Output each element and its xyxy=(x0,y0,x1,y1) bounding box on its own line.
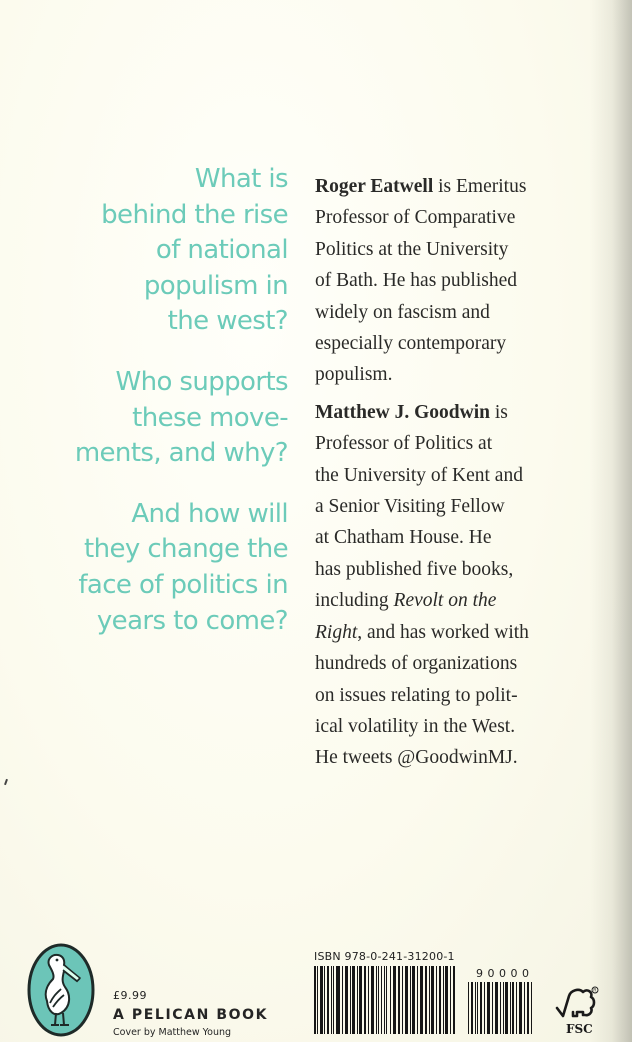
question-line: years to come? xyxy=(96,605,288,636)
question-line: they change the xyxy=(84,534,288,565)
question-line: behind the rise xyxy=(101,199,288,230)
book-title: Revolt on the xyxy=(393,590,497,612)
bio-line: ical volatility in the West. xyxy=(315,715,516,737)
barcode-icon xyxy=(314,966,456,1034)
blurb-questions xyxy=(0,162,288,664)
question-3 xyxy=(0,497,288,639)
bio-text: is Emeritus xyxy=(433,176,527,197)
question-line: ments, and why? xyxy=(74,438,288,469)
bio-text: is xyxy=(489,401,508,423)
bio-line xyxy=(315,171,575,202)
bio-roger-eatwell xyxy=(315,171,575,391)
addon-barcode-icon xyxy=(468,982,534,1034)
question-line: populism in xyxy=(143,270,288,301)
price: £9.99 xyxy=(113,989,147,1002)
bio-line: a Senior Visiting Fellow xyxy=(315,496,505,518)
bio-line: the University of Kent and xyxy=(315,464,523,486)
author-name: Roger Eatwell xyxy=(315,176,434,197)
bio-line xyxy=(315,585,575,616)
bio-line: on issues relating to polit- xyxy=(315,684,518,706)
print-speck xyxy=(4,779,8,785)
isbn-label: ISBN 978-0-241-31200-1 xyxy=(314,950,455,963)
pelican-logo-icon xyxy=(27,943,95,1037)
question-line: the west? xyxy=(167,306,288,337)
fsc-tree-icon xyxy=(553,982,603,1036)
bio-line xyxy=(315,397,575,428)
question-line: And how will xyxy=(131,498,288,529)
question-1 xyxy=(0,162,288,340)
author-name: Matthew J. Goodwin xyxy=(315,401,490,423)
question-line: these move- xyxy=(132,402,288,433)
bio-line xyxy=(315,617,575,648)
bio-line: He tweets @GoodwinMJ. xyxy=(315,747,518,769)
author-bios xyxy=(315,171,575,780)
bio-line: hundreds of organizations xyxy=(315,653,518,675)
bio-text: including xyxy=(315,590,394,612)
bio-line: Politics at the University xyxy=(315,238,509,260)
bio-line: Professor of Comparative xyxy=(315,207,516,229)
book-title: Right xyxy=(315,621,358,643)
question-line: face of politics in xyxy=(78,569,288,600)
bio-line: populism. xyxy=(315,364,393,386)
bio-line: of Bath. He has published xyxy=(315,270,518,292)
bio-line: has published five books, xyxy=(315,558,514,580)
bio-line: widely on fascism and xyxy=(315,301,490,323)
bio-matthew-goodwin xyxy=(315,397,575,774)
question-2 xyxy=(0,365,288,472)
bio-line: especially contemporary xyxy=(315,333,507,355)
bio-line: Professor of Politics at xyxy=(315,433,493,455)
question-line: What is xyxy=(194,164,288,194)
cover-credit: Cover by Matthew Young xyxy=(113,1027,232,1038)
price-code-label: 90000 xyxy=(476,967,534,980)
bio-text: , and has worked with xyxy=(357,621,529,643)
imprint-block xyxy=(113,989,268,1039)
series-name: A PELICAN BOOK xyxy=(113,1007,269,1023)
question-line: Who supports xyxy=(115,366,288,397)
question-line: of national xyxy=(155,235,288,266)
fsc-label: FSC xyxy=(566,1022,593,1036)
bio-line: at Chatham House. He xyxy=(315,527,492,549)
registered-mark: R xyxy=(593,988,597,994)
